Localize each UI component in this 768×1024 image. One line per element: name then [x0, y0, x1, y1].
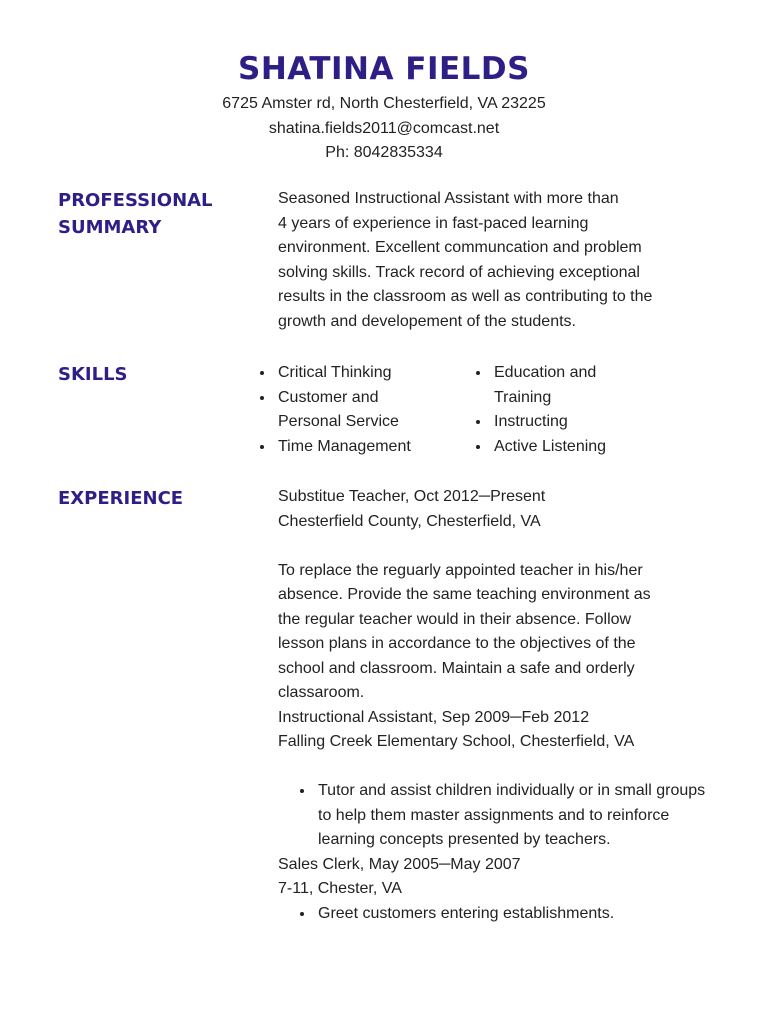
summary-line: results in the classroom as well as contributing to the: [278, 288, 653, 305]
resume-header: [0, 50, 768, 166]
summary-line: solving skills. Track record of achieving exceptional: [278, 263, 640, 281]
job-title: Instructional Assistant, Sep 2009─Feb 2012: [278, 708, 590, 726]
experience-heading: EXPERIENCE: [58, 488, 184, 509]
job-description-line: school and classroom. Maintain a safe and orderly: [278, 659, 635, 677]
summary-heading-line2: SUMMARY: [58, 217, 162, 238]
job-title: Sales Clerk, May 2005─May 2007: [278, 855, 521, 873]
skill-item: Education and Training: [454, 361, 634, 410]
job-description-line: absence. Provide the same teaching environment as: [278, 586, 651, 603]
job-place: 7-11, Chester, VA: [278, 880, 402, 897]
address: 6725 Amster rd, North Chesterfield, VA 23225: [222, 95, 546, 112]
job-entry: [278, 853, 718, 927]
skill-item: Time Management: [238, 435, 438, 460]
candidate-name: SHATINA FIELDS: [238, 51, 530, 87]
email: shatina.fields2011@comcast.net: [268, 119, 500, 137]
skills-column-2: [454, 361, 678, 459]
summary-line: Seasoned Instructional Assistant with more than: [278, 190, 619, 207]
skill-item: Critical Thinking: [238, 361, 438, 386]
job-place: Chesterfield County, Chesterfield, VA: [278, 512, 541, 530]
job-description-line: lesson plans in accordance to the objectives of the: [278, 635, 636, 652]
skill-item: Customer and Personal Service: [238, 386, 438, 435]
summary-line: environment. Excellent communcation and problem: [278, 239, 642, 256]
skills-column-1: [238, 361, 454, 459]
job-description-line: To replace the reguarly appointed teacher in his/her: [278, 561, 643, 579]
job-description-line: the regular teacher would in their absence. Follow: [278, 610, 632, 628]
experience-body: [278, 485, 718, 926]
summary-heading: [58, 187, 213, 241]
job-entry: [278, 485, 718, 706]
skill-item: Instructing: [454, 410, 654, 435]
skills-heading: SKILLS: [58, 364, 128, 385]
job-bullet: Greet customers entering establishments.: [278, 902, 718, 927]
job-entry: [278, 706, 718, 853]
skill-item: Active Listening: [454, 435, 654, 460]
summary-heading-line1: PROFESSIONAL: [58, 190, 213, 211]
summary-text: [278, 187, 718, 334]
job-place: Falling Creek Elementary School, Chesterfield, VA: [278, 733, 635, 750]
summary-line: 4 years of experience in fast-paced learning: [278, 214, 589, 232]
job-title: Substitue Teacher, Oct 2012─Present: [278, 488, 546, 505]
phone: Ph: 8042835334: [325, 144, 443, 161]
job-bullet: Tutor and assist children individually or in small groups to help them master assignments and to reinforce learning concepts presented by teachers.: [278, 779, 713, 853]
job-description-line: classaroom.: [278, 684, 365, 701]
skills-list: [278, 361, 718, 459]
summary-line: growth and developement of the students.: [278, 312, 576, 330]
